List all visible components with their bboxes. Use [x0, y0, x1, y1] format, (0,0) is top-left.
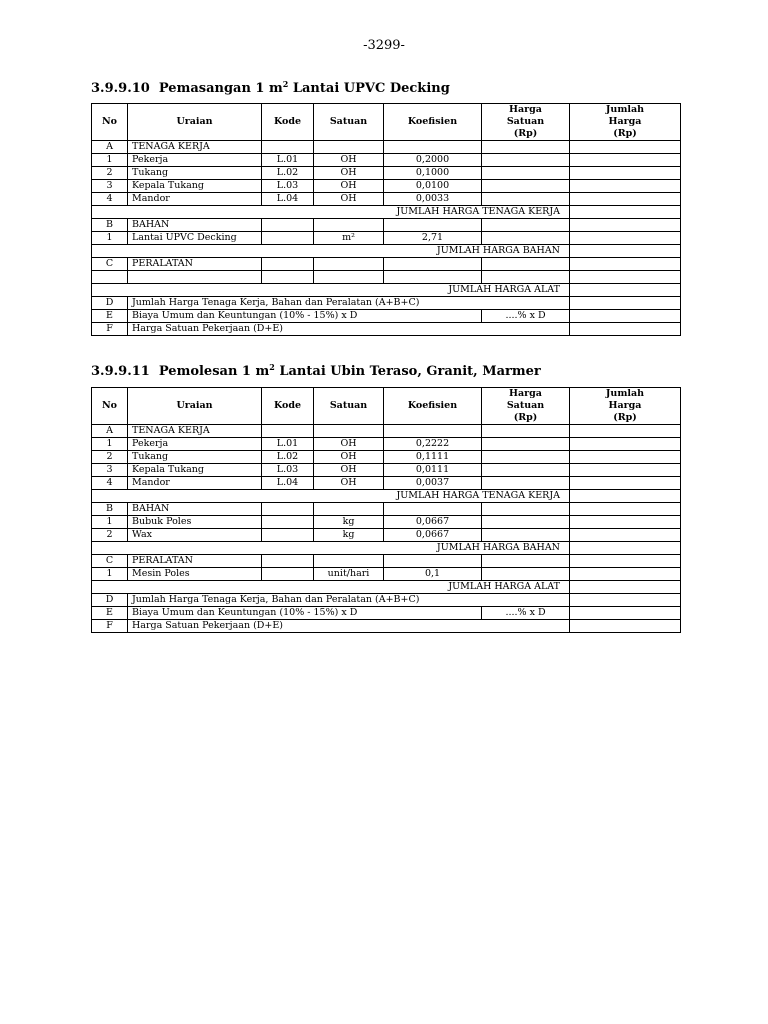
header-line: (Rp)	[513, 412, 538, 423]
row-kode	[262, 568, 314, 581]
row-koefisien: 0,0667	[384, 529, 482, 542]
empty-cell	[384, 425, 482, 438]
row-uraian: Pekerja	[128, 154, 262, 167]
row-uraian: Tukang	[128, 167, 262, 180]
total-label: Jumlah Harga Tenaga Kerja, Bahan dan Peralatan (A+B+C)	[128, 594, 570, 607]
row-uraian: Kepala Tukang	[128, 180, 262, 193]
total-label: Jumlah Harga Tenaga Kerja, Bahan dan Peralatan (A+B+C)	[128, 297, 570, 310]
row-no: 4	[92, 477, 128, 490]
overhead-percentage: ....% x D	[482, 310, 570, 323]
row-kode: L.03	[262, 464, 314, 477]
row-kode: L.03	[262, 180, 314, 193]
overhead-label: Biaya Umum dan Keuntungan (10% - 15%) x D	[128, 607, 482, 620]
row-letter: F	[92, 323, 128, 336]
group-label: TENAGA KERJA	[128, 141, 262, 154]
row-no: 4	[92, 193, 128, 206]
row-jumlah-harga	[570, 477, 681, 490]
row-jumlah-harga	[570, 193, 681, 206]
total-value	[570, 297, 681, 310]
row-kode: L.04	[262, 193, 314, 206]
empty-cell	[262, 141, 314, 154]
row-uraian: Pekerja	[128, 438, 262, 451]
row-no: 1	[92, 438, 128, 451]
header-line: Harga	[509, 388, 542, 399]
header-line: Satuan	[506, 116, 545, 127]
row-satuan: kg	[314, 529, 384, 542]
row-harga-satuan	[482, 529, 570, 542]
row-koefisien: 0,1111	[384, 451, 482, 464]
empty-cell	[482, 258, 570, 271]
row-jumlah-harga	[570, 464, 681, 477]
header-kode: Kode	[262, 104, 314, 141]
section-number: 3.9.9.10	[91, 81, 150, 96]
row-letter: F	[92, 620, 128, 633]
group-row	[92, 555, 681, 568]
empty-cell	[262, 555, 314, 568]
section-title-text-end: Lantai UPVC Decking	[288, 81, 450, 96]
table-row	[92, 232, 681, 245]
row-uraian: Mesin Poles	[128, 568, 262, 581]
group-letter: C	[92, 555, 128, 568]
empty-cell	[482, 503, 570, 516]
header-uraian: Uraian	[128, 388, 262, 425]
group-row	[92, 219, 681, 232]
table-row	[92, 568, 681, 581]
subtotal-label: JUMLAH HARGA ALAT	[92, 581, 570, 594]
row-harga-satuan	[482, 568, 570, 581]
row-jumlah-harga	[570, 167, 681, 180]
total-row-e	[92, 607, 681, 620]
row-uraian: Mandor	[128, 193, 262, 206]
subtotal-label: JUMLAH HARGA BAHAN	[92, 245, 570, 258]
empty-cell	[262, 503, 314, 516]
row-harga-satuan	[482, 477, 570, 490]
group-row	[92, 503, 681, 516]
row-satuan: OH	[314, 477, 384, 490]
empty-cell	[482, 555, 570, 568]
row-jumlah-harga	[570, 516, 681, 529]
header-line: (Rp)	[613, 412, 637, 423]
subtotal-value	[570, 284, 681, 297]
subtotal-row	[92, 284, 681, 297]
header-jumlah-harga	[570, 104, 681, 141]
empty-cell	[314, 425, 384, 438]
header-satuan: Satuan	[314, 104, 384, 141]
table-row	[92, 464, 681, 477]
row-uraian: Tukang	[128, 451, 262, 464]
row-koefisien: 0,2222	[384, 438, 482, 451]
total-row-d	[92, 594, 681, 607]
subtotal-value	[570, 206, 681, 219]
row-jumlah-harga	[570, 154, 681, 167]
row-letter: E	[92, 607, 128, 620]
ahsp-table	[91, 103, 681, 336]
empty-cell	[314, 219, 384, 232]
row-no: 2	[92, 529, 128, 542]
row-koefisien: 0,1000	[384, 167, 482, 180]
row-no: 2	[92, 167, 128, 180]
row-koefisien: 0,0037	[384, 477, 482, 490]
row-jumlah-harga	[570, 451, 681, 464]
header-satuan: Satuan	[314, 388, 384, 425]
group-row	[92, 258, 681, 271]
subtotal-value	[570, 245, 681, 258]
table-row	[92, 477, 681, 490]
row-jumlah-harga	[570, 232, 681, 245]
row-no: 1	[92, 232, 128, 245]
subtotal-label: JUMLAH HARGA TENAGA KERJA	[92, 490, 570, 503]
row-uraian: Bubuk Poles	[128, 516, 262, 529]
row-jumlah-harga	[570, 438, 681, 451]
row-uraian: Mandor	[128, 477, 262, 490]
total-value	[570, 607, 681, 620]
group-letter: A	[92, 141, 128, 154]
section-title-text: Pemolesan 1 m	[158, 364, 270, 379]
header-line: (Rp)	[513, 128, 538, 139]
header-row	[92, 104, 681, 141]
row-satuan: OH	[314, 167, 384, 180]
empty-cell	[482, 219, 570, 232]
row-satuan: OH	[314, 438, 384, 451]
row-harga-satuan	[482, 438, 570, 451]
empty-cell	[314, 141, 384, 154]
table-row	[92, 167, 681, 180]
group-row	[92, 141, 681, 154]
header-kode: Kode	[262, 388, 314, 425]
subtotal-value	[570, 581, 681, 594]
row-no: 1	[92, 154, 128, 167]
header-no: No	[92, 388, 128, 425]
row-kode: L.04	[262, 477, 314, 490]
table-row	[92, 451, 681, 464]
group-label: PERALATAN	[128, 555, 262, 568]
row-letter: E	[92, 310, 128, 323]
row-kode: L.02	[262, 167, 314, 180]
empty-cell	[482, 425, 570, 438]
row-satuan: OH	[314, 180, 384, 193]
row-harga-satuan	[482, 516, 570, 529]
row-jumlah-harga	[570, 568, 681, 581]
row-koefisien: 0,0111	[384, 464, 482, 477]
row-kode: L.01	[262, 154, 314, 167]
row-no: 1	[92, 568, 128, 581]
row-no: 1	[92, 516, 128, 529]
table-row	[92, 180, 681, 193]
table-row	[92, 438, 681, 451]
total-row-f	[92, 323, 681, 336]
subtotal-row	[92, 542, 681, 555]
subtotal-value	[570, 490, 681, 503]
header-jumlah-harga	[570, 388, 681, 425]
empty-cell	[384, 555, 482, 568]
row-harga-satuan	[482, 180, 570, 193]
group-label: TENAGA KERJA	[128, 425, 262, 438]
overhead-percentage: ....% x D	[482, 607, 570, 620]
row-uraian: Lantai UPVC Decking	[128, 232, 262, 245]
empty-cell	[314, 555, 384, 568]
subtotal-label: JUMLAH HARGA BAHAN	[92, 542, 570, 555]
empty-cell	[384, 503, 482, 516]
total-row-d	[92, 297, 681, 310]
header-line: Harga	[608, 400, 642, 411]
row-uraian	[128, 271, 262, 284]
row-harga-satuan	[482, 193, 570, 206]
row-satuan: OH	[314, 193, 384, 206]
empty-cell	[570, 503, 681, 516]
header-koefisien: Koefisien	[384, 388, 482, 425]
total-row-f	[92, 620, 681, 633]
empty-cell	[262, 219, 314, 232]
row-koefisien: 0,0033	[384, 193, 482, 206]
section-number: 3.9.9.11	[91, 364, 150, 379]
row-harga-satuan	[482, 451, 570, 464]
subtotal-value	[570, 542, 681, 555]
row-harga-satuan	[482, 167, 570, 180]
row-harga-satuan	[482, 154, 570, 167]
row-no: 3	[92, 464, 128, 477]
subtotal-row	[92, 245, 681, 258]
header-line: Harga	[608, 116, 642, 127]
row-satuan: OH	[314, 154, 384, 167]
group-label: BAHAN	[128, 219, 262, 232]
row-satuan: m²	[314, 232, 384, 245]
total-label: Harga Satuan Pekerjaan (D+E)	[128, 323, 570, 336]
header-uraian: Uraian	[128, 104, 262, 141]
subtotal-row	[92, 206, 681, 219]
section-title-text: Pemasangan 1 m	[158, 81, 283, 96]
row-kode	[262, 271, 314, 284]
header-harga-satuan	[482, 104, 570, 141]
header-line: Jumlah	[605, 104, 645, 115]
row-kode	[262, 232, 314, 245]
row-harga-satuan	[482, 232, 570, 245]
row-letter: D	[92, 594, 128, 607]
section-title	[91, 79, 450, 96]
row-jumlah-harga	[570, 271, 681, 284]
header-line: Harga	[509, 104, 542, 115]
total-value	[570, 620, 681, 633]
row-jumlah-harga	[570, 529, 681, 542]
total-row-e	[92, 310, 681, 323]
group-row	[92, 425, 681, 438]
row-harga-satuan	[482, 271, 570, 284]
total-value	[570, 594, 681, 607]
row-jumlah-harga	[570, 180, 681, 193]
empty-cell	[314, 258, 384, 271]
empty-cell	[262, 258, 314, 271]
ahsp-table	[91, 387, 681, 633]
group-letter: A	[92, 425, 128, 438]
group-letter: B	[92, 503, 128, 516]
row-koefisien	[384, 271, 482, 284]
table-row	[92, 271, 681, 284]
title-superscript: 2	[282, 79, 289, 89]
row-koefisien: 0,0100	[384, 180, 482, 193]
empty-cell	[384, 219, 482, 232]
row-uraian: Wax	[128, 529, 262, 542]
header-row	[92, 388, 681, 425]
header-line: (Rp)	[613, 128, 637, 139]
row-uraian: Kepala Tukang	[128, 464, 262, 477]
row-koefisien: 0,1	[384, 568, 482, 581]
table-row	[92, 154, 681, 167]
row-kode	[262, 529, 314, 542]
table-row	[92, 529, 681, 542]
empty-cell	[384, 258, 482, 271]
row-no: 2	[92, 451, 128, 464]
header-harga-satuan	[482, 388, 570, 425]
row-kode: L.01	[262, 438, 314, 451]
subtotal-row	[92, 490, 681, 503]
row-satuan: OH	[314, 464, 384, 477]
section-title-text-end: Lantai Ubin Teraso, Granit, Marmer	[274, 364, 541, 379]
group-label: BAHAN	[128, 503, 262, 516]
empty-cell	[482, 141, 570, 154]
row-satuan: OH	[314, 451, 384, 464]
row-no: 3	[92, 180, 128, 193]
subtotal-label: JUMLAH HARGA TENAGA KERJA	[92, 206, 570, 219]
subtotal-label: JUMLAH HARGA ALAT	[92, 284, 570, 297]
empty-cell	[570, 141, 681, 154]
row-no	[92, 271, 128, 284]
total-value	[570, 310, 681, 323]
header-no: No	[92, 104, 128, 141]
row-satuan: unit/hari	[314, 568, 384, 581]
empty-cell	[262, 425, 314, 438]
page-number: -3299-	[363, 38, 405, 53]
table-row	[92, 193, 681, 206]
row-satuan: kg	[314, 516, 384, 529]
group-letter: B	[92, 219, 128, 232]
subtotal-row	[92, 581, 681, 594]
row-koefisien: 2,71	[384, 232, 482, 245]
overhead-label: Biaya Umum dan Keuntungan (10% - 15%) x D	[128, 310, 482, 323]
row-harga-satuan	[482, 464, 570, 477]
empty-cell	[570, 258, 681, 271]
row-koefisien: 0,0667	[384, 516, 482, 529]
empty-cell	[570, 219, 681, 232]
section-title	[91, 362, 541, 379]
row-kode	[262, 516, 314, 529]
header-line: Satuan	[506, 400, 545, 411]
total-label: Harga Satuan Pekerjaan (D+E)	[128, 620, 570, 633]
header-koefisien: Koefisien	[384, 104, 482, 141]
empty-cell	[384, 141, 482, 154]
row-kode: L.02	[262, 451, 314, 464]
group-label: PERALATAN	[128, 258, 262, 271]
row-koefisien: 0,2000	[384, 154, 482, 167]
row-satuan	[314, 271, 384, 284]
total-value	[570, 323, 681, 336]
empty-cell	[570, 425, 681, 438]
empty-cell	[570, 555, 681, 568]
title-superscript: 2	[269, 362, 275, 372]
header-line: Jumlah	[605, 388, 645, 399]
table-row	[92, 516, 681, 529]
row-letter: D	[92, 297, 128, 310]
group-letter: C	[92, 258, 128, 271]
empty-cell	[314, 503, 384, 516]
